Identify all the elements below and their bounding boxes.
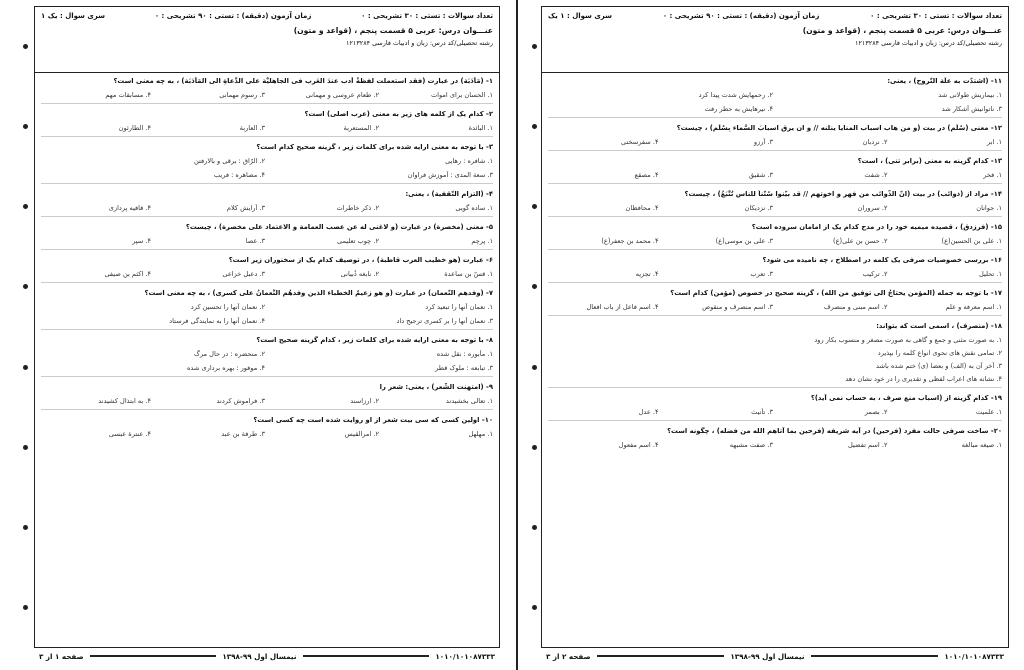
answer-option: ۱. الحسان برای اموات (430, 91, 493, 99)
question (548, 256, 1002, 283)
answer-option: ۲. ارزاسند (350, 397, 379, 405)
answer-option: ۳. سعة المدی : آموزش فراوان (407, 171, 493, 179)
question (41, 289, 493, 330)
answer-options (41, 157, 493, 179)
question-counts: تعداد سوالات : تستی : ۳۰ تشریحی : ۰ (870, 12, 1002, 20)
answer-options (548, 138, 1002, 146)
question-text: ۱۰- اولین کسی که سی بیت شعر از او روایت شده است چه کسی است؟ (253, 416, 493, 424)
question-separator (41, 103, 493, 104)
answer-option: ۳. العاربة (239, 124, 265, 132)
answer-option: ۴. اسم فاعل از باب افعال (586, 303, 659, 311)
question-text: ۲- کدام یک از کلمه های زیر به معنی (عرب اصلی) است؟ (304, 110, 493, 118)
answer-option: ۱. ساده گویی (455, 204, 493, 212)
question-separator (41, 216, 493, 217)
answer-option: ۳. آخر آن به (الف) و بعضا (ی) ختم شده باشد (876, 362, 1002, 370)
answer-options (41, 91, 493, 99)
question (548, 124, 1002, 151)
answer-option: ۲. بصمر (864, 408, 888, 416)
question-separator (548, 387, 1002, 388)
answer-options (548, 204, 1002, 212)
answer-options (41, 303, 493, 325)
answer-option: ۱. ابر (986, 138, 1002, 146)
answer-option: ۴. الطارئون (118, 124, 151, 132)
answer-option: ۲. تمامی نقش های نحوی انواع کلمه را بپذیرد (877, 349, 1002, 357)
page-frame (34, 6, 500, 661)
question-text: ۱۹- کدام گزینه از (اسباب منع صرف ، به حساب نمی آید)؟ (810, 394, 1002, 402)
field-code: رشته تحصیلی/کد درس: زبان و ادبیات فارسی ۱۲۱۳۲۸۴ (855, 39, 1002, 47)
answer-option: ۳. آرایش کلام (226, 204, 265, 212)
footer-code: ۱۰۱۰/۱۰۱۰۸۷۳۳۳ (944, 651, 1004, 661)
answer-option: ۲. منحضره : در حال مرگ (193, 350, 265, 358)
question (548, 322, 1002, 388)
answer-options (41, 237, 493, 245)
answer-options (41, 397, 493, 405)
question-text: ۱۲- معنی (سُلَّم) در بیت (و من هاب اسباب المنایا ینلنه // و ان یرق اسبابَ السَّماء بِسُلَّم) ، چیست؟ (676, 124, 1002, 132)
answer-option: ۲. شفت (864, 171, 888, 179)
question-counts: تعداد سوالات : تستی : ۳۰ تشریحی : ۰ (361, 12, 493, 20)
answer-option: ۴. عدل (638, 408, 659, 416)
question (41, 190, 493, 217)
answer-option: ۴. مصقع (634, 171, 659, 179)
answer-option: ۲. حسن بن علی(ع) (833, 237, 888, 245)
question-text: ۸- با توجه به معنی ارایه شده برای کلمات زیر ، کدام گزینه صحیح است؟ (256, 336, 493, 344)
question-separator (41, 282, 493, 283)
answer-option: ۴. سفرسختی (620, 138, 659, 146)
answer-option: ۲. طعام عروسی و مهمانی (305, 91, 379, 99)
exam-time: زمان آزمون (دقیقه) : تستی : ۹۰ تشریحی : ۰ (154, 12, 312, 20)
exam-page-1 (14, 0, 504, 670)
question-text: ۶- عبارت (هو خطیب العرب قاطبة) ، در توصیف کدام یک از سخنوران زیر است؟ (228, 256, 493, 264)
answer-option: ۱. مأبوره : نقل شده (436, 350, 493, 358)
answer-option: ۴. اکثم بن صیفی (104, 270, 151, 278)
footer-term: نیمسال اول ۹۹-۱۳۹۸ (222, 651, 297, 661)
answer-option: ۲. چوب تعلیمی (336, 237, 379, 245)
page-frame (541, 6, 1009, 661)
answer-options (41, 270, 493, 278)
answer-option: ۳. نعمان آنها را بر کسری ترجیح داد (396, 317, 493, 325)
answer-option: ۱. علمیت (975, 408, 1002, 416)
answer-option: ۴. به ابتذال کشیدند (98, 397, 151, 405)
question-text: ۱۵- (فرزدق) ، قصیده میمیه خود را در مدح کدام یک از امامان سروده است؟ (751, 223, 1002, 231)
answer-option: ۴. سپر (132, 237, 151, 245)
answer-option: ۲. نعمان آنها را تحسین کرد (190, 303, 265, 311)
question-text: ۱۸- (منصرف) ، اسمی است که بتواند: (876, 322, 1002, 330)
question (41, 416, 493, 438)
question-text: ۹- (امتهنت الشّعر) ، یعنی: شعر را (379, 383, 493, 391)
question-text: ۲۰- ساخت صرفی حالت مفرد (فرحین) در آیه شریفه (فرحین بما آتاهم الله من فضله) ، چگونه است؟ (667, 427, 1002, 435)
answer-option: ۱. مهلهل (468, 430, 493, 438)
answer-option: ۱. صیغه مبالغه (961, 441, 1002, 449)
question-text: ۱- (مَأدَبَة) در عبارت (فقد استعملت لفظةُ أدب عندَ العَرب فی الجاهلیَّة علی الدَّعاةِ الی المَأدَبَة) ، به چه معنی است؟ (113, 77, 493, 85)
answer-options (41, 350, 493, 372)
answer-option: ۳. صفت مشبهه (729, 441, 773, 449)
question (41, 223, 493, 250)
question-text: ۱۳- کدام گزینه به معنی (برابر تنی) ، است؟ (857, 157, 1002, 165)
answer-options (548, 270, 1002, 278)
question-separator (41, 376, 493, 377)
answer-option: ۳. طرفة بن عبد (221, 430, 265, 438)
question-separator (41, 136, 493, 137)
answer-option: ۴. نشانه های اعراب لفظی و تقدیری را در خود نشان دهد (845, 375, 1002, 383)
question-series: سری سوال : ۱ یک (548, 12, 613, 20)
answer-options (41, 124, 493, 132)
answer-option: ۴. نعمان آنها را به نمایندگی فرستاد (169, 317, 265, 325)
answer-option: ۱. شافره : رهایی (445, 157, 493, 165)
answer-option: ۳. تأنیث (751, 408, 773, 416)
answer-option: ۲. ترکیب (862, 270, 888, 278)
answer-option: ۲. نابغه ذُبیانی (340, 270, 379, 278)
answer-options (548, 171, 1002, 179)
answer-option: ۱. تعالی بخشیدند (445, 397, 493, 405)
answer-options (548, 441, 1002, 449)
answer-option: ۱. تحلیل (979, 270, 1002, 278)
answer-option: ۳. فراموش کردند (216, 397, 265, 405)
page-divider (516, 0, 518, 670)
answer-options (548, 336, 1002, 383)
answer-options (548, 237, 1002, 245)
page-footer (35, 649, 499, 663)
question-separator (548, 183, 1002, 184)
answer-option: ۳. عصا (245, 237, 265, 245)
answer-option: ۲. المستعربة (343, 124, 379, 132)
question (548, 427, 1002, 449)
answer-option: ۳. رسوم مهمانی (219, 91, 265, 99)
answer-option: ۳. علی بن موسی(ع) (715, 237, 773, 245)
answer-option: ۴. تجزیه (635, 270, 659, 278)
question-separator (548, 216, 1002, 217)
answer-options (41, 430, 493, 438)
question-series: سری سوال : یک ۱ (41, 12, 106, 20)
answer-option: ۱. جوانان (976, 204, 1002, 212)
footer-code: ۱۰۱۰/۱۰۱۰۸۷۳۳۳ (435, 651, 495, 661)
answer-option: ۲. رحمهایش شدت پیدا کرد (698, 91, 773, 99)
question-text: ۵- معنی (مخصرة) در عبارت (و لاغنی له عن عصب العمامة و الاعتماد علی مخصرة) ، چیست؟ (185, 223, 493, 231)
answer-option: ۱. قسّ بن ساعدة (444, 270, 493, 278)
answer-option: ۲. امرالقیس (344, 430, 379, 438)
answer-option: ۱. نعمان آنها را تبعید کرد (425, 303, 493, 311)
question (41, 77, 493, 104)
answer-option: ۳. اسم منصرف و منقوص (702, 303, 773, 311)
questions-list (41, 77, 493, 627)
page-header (542, 7, 1008, 73)
question-separator (548, 420, 1002, 421)
answer-option: ۲. اسم تفضیل (848, 441, 888, 449)
answer-option: ۱. فخر (983, 171, 1002, 179)
answer-option: ۴. محافظان (625, 204, 659, 212)
exam-time: زمان آزمون (دقیقه) : تستی : ۹۰ تشریحی : ۰ (662, 12, 820, 20)
answer-option: ۲. سروران (857, 204, 888, 212)
answer-option: ۳. ناتوانیش آشکار شد (941, 105, 1002, 113)
answer-option: ۴. عنترة عبسی (108, 430, 151, 438)
answer-options (548, 91, 1002, 113)
question (548, 394, 1002, 421)
answer-option: ۴. اسم مفعول (618, 441, 659, 449)
question-separator (41, 183, 493, 184)
question (41, 143, 493, 184)
answer-option: ۳. تبابعه : ملوک قطر (435, 364, 493, 372)
question-separator (548, 249, 1002, 250)
answer-option: ۱. پرچم (471, 237, 493, 245)
question-text: ۱۶- بررسی خصوصیات صرفی یک کلمه در اصطلاح ، چه نامیده می شود؟ (762, 256, 1002, 264)
answer-option: ۳. تعرب (750, 270, 773, 278)
answer-option: ۱. علی بن الحسین(ع) (941, 237, 1002, 245)
question (548, 157, 1002, 184)
question (41, 336, 493, 377)
question (548, 223, 1002, 250)
question (41, 256, 493, 283)
answer-option: ۴. مصاهره : فریب (213, 171, 265, 179)
question-text: ۳- با توجه به معنی ارایه شده برای کلمات زیر ، گزینه صحیح کدام است؟ (256, 143, 493, 151)
answer-option: ۳. نزدیکان (744, 204, 773, 212)
footer-page: صفحه ۲ از ۳ (545, 651, 591, 661)
answer-option: ۴. محمد بن جعفر(ع) (601, 237, 659, 245)
field-code: رشته تحصیلی/کد درس: زبان و ادبیات فارسی ۱۲۱۳۲۸۴ (346, 39, 493, 47)
answer-option: ۳. دعبل خزاعی (222, 270, 265, 278)
question-text: ۷- (وفدهم النّعمان) در عبارت (و هو زعیمُ الخطباء الذین وفدهُم النُّعمانُ علی کسری) ، به چه معنی است؟ (144, 289, 493, 297)
footer-page: صفحه ۱ از ۳ (38, 651, 84, 661)
question (548, 190, 1002, 217)
answer-option: ۲. الرّاق : برقی و بالارفتن (193, 157, 265, 165)
answer-option: ۱. اسم معرفه و علم (945, 303, 1002, 311)
answer-option: ۳. شقیق (748, 171, 773, 179)
question (548, 77, 1002, 118)
question (41, 110, 493, 137)
answer-option: ۴. قافیه پردازی (108, 204, 151, 212)
answer-option: ۱. به صورت مثنی و جمع و گاهی به صورت مصغر و منسوب بکار رود (814, 336, 1002, 344)
question-separator (41, 249, 493, 250)
answer-option: ۴. موفور : بهره برداری شده (186, 364, 265, 372)
question-separator (41, 409, 493, 410)
course-title: عنـــوان درس: عربی ۵ قسمت پنجم ، (قواعد و متون) (802, 26, 1002, 35)
page-header (35, 7, 499, 73)
question-separator (548, 150, 1002, 151)
binding-holes (16, 6, 34, 648)
page-footer (542, 649, 1008, 663)
answer-options (548, 303, 1002, 311)
question (548, 289, 1002, 316)
question-separator (548, 282, 1002, 283)
question (41, 383, 493, 410)
answer-options (548, 408, 1002, 416)
question-separator (548, 117, 1002, 118)
answer-option: ۴. نیرهایش به حطر رفت (704, 105, 773, 113)
answer-options (41, 204, 493, 212)
answer-option: ۱. البائدة (468, 124, 493, 132)
question-text: ۱۷- با توجه به جمله (المؤمن یحتاجُ الی توفیق من الله) ، گزینه صحیح در خصوص (مؤمن) کدام است؟ (670, 289, 1002, 297)
answer-option: ۱. بیماریش طولانی شد (938, 91, 1002, 99)
question-separator (41, 329, 493, 330)
answer-option: ۴. مسابقات مهم (105, 91, 151, 99)
answer-option: ۳. آرزو (753, 138, 773, 146)
question-separator (548, 315, 1002, 316)
question-text: ۱۱- (اشتدّت به علّة التّروح) ، یعنی: (887, 77, 1002, 85)
footer-term: نیمسال اول ۹۹-۱۳۹۸ (730, 651, 805, 661)
answer-option: ۲. اسم مبنی و منصرف (823, 303, 888, 311)
question-text: ۱۴- مراد از (ذوائب) در بیت (انّ الذّوائب من فهر و اخوتهم // قد بیّنوا سُنّناً للناس تُتَّبَعُ) ، چیست؟ (684, 190, 1002, 198)
question-text: ۴- (التزام التّقفیة) ، یعنی: (405, 190, 493, 198)
answer-option: ۲. ذکر خاطرات (336, 204, 379, 212)
course-title: عنـــوان درس: عربی ۵ قسمت پنجم ، (قواعد و متون) (293, 26, 493, 35)
answer-option: ۲. نردبان (862, 138, 888, 146)
exam-page-2 (531, 0, 1011, 670)
questions-list (548, 77, 1002, 627)
